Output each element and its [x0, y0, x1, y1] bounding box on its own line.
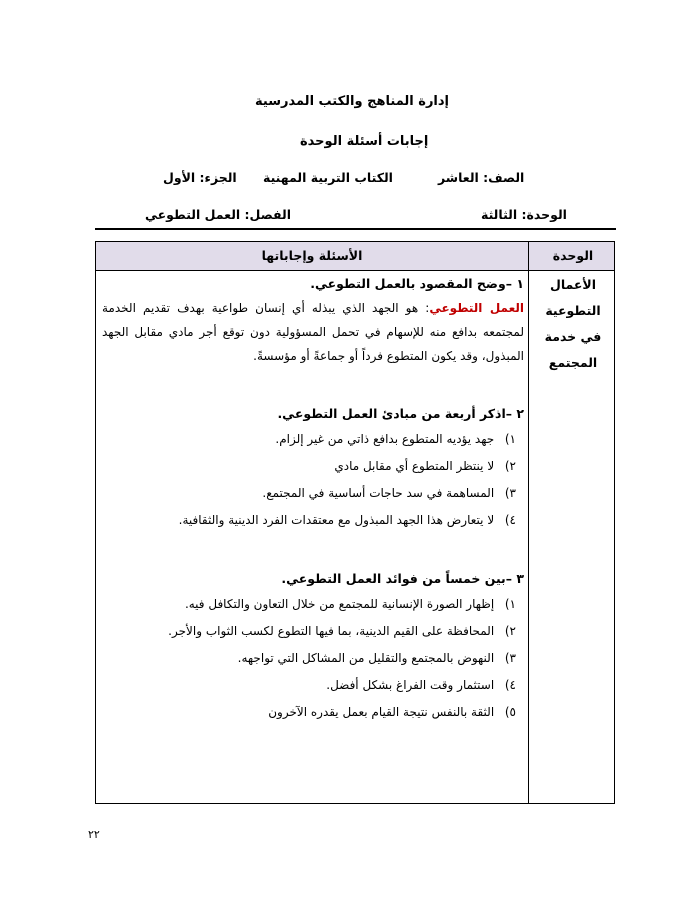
item-number: ٢): [504, 459, 516, 473]
list-item: [102, 645, 524, 672]
unit-label: الوحدة: الثالثة: [481, 207, 567, 222]
list-item: [102, 618, 524, 645]
list-item: [102, 480, 524, 507]
item-number: ٣): [504, 486, 516, 500]
book-label: الكتاب التربية المهنية: [263, 170, 393, 185]
item-text: النهوض بالمجتمع والتقليل من المشاكل التي تواجهه.: [237, 651, 495, 665]
question-2-title: ٢ –اذكر أربعة من مبادئ العمل التطوعي.: [277, 406, 524, 421]
item-text: المحافظة على القيم الدينية، بما فيها التطوع لكسب الثواب والأجر.: [168, 624, 495, 638]
page-number: ٢٢: [88, 828, 100, 841]
answers-cell: [102, 272, 524, 726]
item-text: جهد يؤديه المتطوع بدافع ذاتي من غير إلزام.: [275, 432, 495, 446]
list-item: [102, 591, 524, 618]
grade-label: الصف: العاشر: [438, 170, 525, 185]
list-item: [102, 699, 524, 726]
question-1-title: ١ –وضح المقصود بالعمل التطوعي.: [310, 276, 524, 291]
item-text: الثقة بالنفس نتيجة القيام بعمل يقدره الآخرون: [268, 705, 495, 719]
item-number: ٤): [504, 513, 516, 527]
department-heading: إدارة المناهج والكتب المدرسية: [255, 94, 450, 109]
term-highlight: العمل التطوعي: [429, 301, 524, 315]
item-text: إظهار الصورة الإنسانية للمجتمع من خلال التعاون والتكافل فيه.: [184, 597, 495, 611]
item-text: استثمار وقت الفراغ بشكل أفضل.: [326, 678, 495, 692]
column-header-questions: الأسئلة وإجاباتها: [261, 248, 363, 263]
item-number: ٥): [504, 705, 516, 719]
item-text: لا يتعارض هذا الجهد المبذول مع معتقدات الفرد الدينية والثقافية.: [178, 513, 495, 527]
item-number: ٤): [504, 678, 516, 692]
column-header-unit: الوحدة: [552, 248, 594, 263]
list-item: [102, 507, 524, 534]
question-3-title: ٣ –بين خمساً من فوائد العمل التطوعي.: [281, 571, 524, 586]
document-title: إجابات أسئلة الوحدة: [300, 134, 429, 149]
question-1-answer: [102, 296, 524, 368]
item-text: المساهمة في سد حاجات أساسية في المجتمع.: [262, 486, 495, 500]
column-divider: [528, 242, 529, 803]
part-label: الجزء: الأول: [163, 170, 237, 185]
unit-name-cell: الأعمال التطوعية في خدمة المجتمع: [544, 277, 602, 370]
qa-table: [95, 241, 615, 804]
list-item: [102, 426, 524, 453]
definition-text: : هو الجهد الذي يبذله أي إنسان طواعية بهدف تقديم الخدمة لمجتمعه بدافع منه للإسهام في تحمل المسؤولية دون توقع أجر مادي مقابل الجهد المبذول، وقد يكون المتطوع فرداً أو جماعةً أو مؤسسةً.: [102, 301, 524, 363]
table-header-row: [96, 242, 614, 271]
item-number: ٣): [504, 651, 516, 665]
list-item: [102, 453, 524, 480]
item-number: ٢): [504, 624, 516, 638]
header-rule: [95, 228, 616, 230]
list-item: [102, 672, 524, 699]
chapter-label: الفصل: العمل التطوعي: [145, 207, 292, 222]
item-number: ١): [504, 597, 516, 611]
item-number: ١): [504, 432, 516, 446]
item-text: لا ينتظر المتطوع أي مقابل مادي: [334, 459, 495, 473]
